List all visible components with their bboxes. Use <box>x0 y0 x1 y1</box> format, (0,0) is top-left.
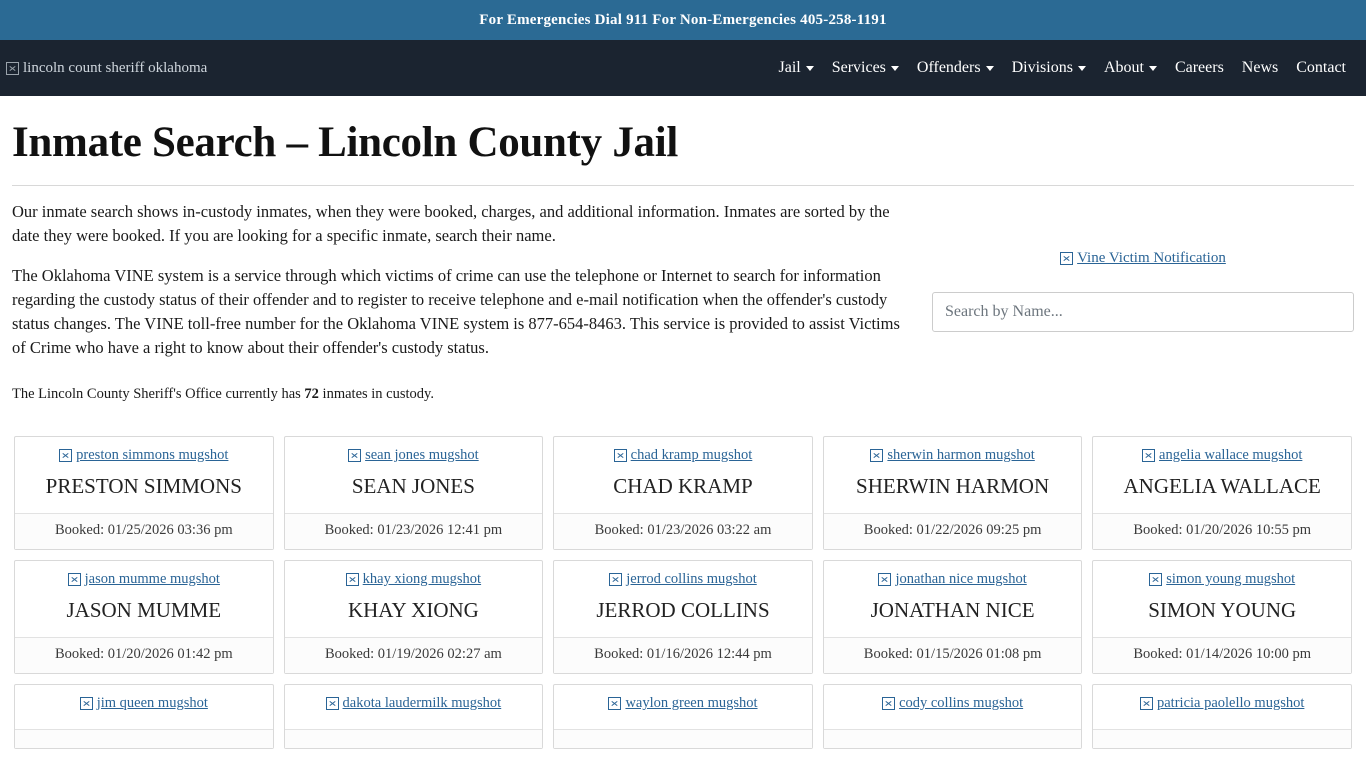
nav-item-label: Divisions <box>1011 59 1073 76</box>
intro-section <box>12 200 1354 422</box>
broken-image-icon <box>348 447 479 464</box>
inmate-card[interactable] <box>284 560 544 674</box>
site-logo[interactable] <box>0 44 230 92</box>
inmate-mugshot-alt-text: cody collins mugshot <box>899 695 1024 711</box>
inmate-card[interactable] <box>1092 684 1352 749</box>
nav-item-label: Jail <box>778 59 801 76</box>
inmate-booked-date: Booked: 01/14/2026 10:00 pm <box>1093 637 1351 673</box>
broken-image-glyph <box>1060 252 1073 265</box>
inmate-mugshot-alt-text: jerrod collins mugshot <box>626 571 757 587</box>
inmate-booked-date <box>285 729 543 748</box>
page-title: Inmate Search – Lincoln County Jail <box>12 119 679 166</box>
site-logo-alt-text: lincoln count sheriff oklahoma <box>23 59 208 76</box>
inmate-mugshot[interactable] <box>291 447 537 467</box>
inmate-booked-date <box>15 729 273 748</box>
vine-victim-notification-link[interactable] <box>932 250 1354 270</box>
chevron-down-icon <box>891 66 899 71</box>
custody-count-prefix: The Lincoln County Sheriff's Office currently has <box>12 386 305 402</box>
broken-image-glyph <box>6 62 19 75</box>
custody-count-value: 72 <box>304 386 319 402</box>
broken-image-glyph <box>80 697 93 710</box>
inmate-mugshot[interactable] <box>21 447 267 467</box>
vine-image-alt-text: Vine Victim Notification <box>1077 250 1226 266</box>
broken-image-icon <box>1142 447 1302 464</box>
broken-image-icon <box>68 571 220 588</box>
nav-item-jail[interactable] <box>778 59 813 77</box>
inmate-mugshot[interactable] <box>830 447 1076 467</box>
chevron-down-icon <box>1078 66 1086 71</box>
inmate-mugshot[interactable] <box>1099 695 1345 715</box>
broken-image-glyph <box>1140 697 1153 710</box>
inmate-name: KHAY XIONG <box>347 598 479 622</box>
broken-image-glyph <box>608 697 621 710</box>
inmate-mugshot-alt-text: jim queen mugshot <box>96 695 208 711</box>
nav-item-label: Services <box>831 59 886 76</box>
inmate-card[interactable] <box>823 560 1083 674</box>
inmate-booked-date <box>554 729 812 748</box>
inmate-mugshot[interactable] <box>21 695 267 715</box>
custody-count-line <box>12 382 912 406</box>
inmate-mugshot[interactable] <box>560 695 806 715</box>
broken-image-icon <box>59 447 228 464</box>
broken-image-icon <box>6 60 207 77</box>
inmate-name: JONATHAN NICE <box>870 598 1035 622</box>
inmate-mugshot-alt-text: jonathan nice mugshot <box>895 571 1027 587</box>
intro-paragraph-1: Our inmate search shows in-custody inmates, when they were booked, charges, and additional information. Inmates are sorted by the date they were booked. If you are looking for a specific inmate, search their name. <box>12 202 890 245</box>
inmate-card[interactable] <box>14 560 274 674</box>
inmate-card[interactable] <box>14 436 274 550</box>
inmate-mugshot-alt-text: angelia wallace mugshot <box>1159 447 1303 463</box>
broken-image-icon <box>609 571 757 588</box>
broken-image-glyph <box>1142 449 1155 462</box>
chevron-down-icon <box>806 66 814 71</box>
inmate-results-grid <box>12 436 1354 749</box>
inmate-name: JASON MUMME <box>66 598 222 622</box>
inmate-mugshot[interactable] <box>291 695 537 715</box>
broken-image-glyph <box>878 573 891 586</box>
broken-image-glyph <box>1149 573 1162 586</box>
inmate-mugshot[interactable] <box>1099 571 1345 591</box>
inmate-booked-date: Booked: 01/19/2026 02:27 am <box>285 637 543 673</box>
nav-item-label: Careers <box>1174 59 1224 76</box>
nav-item-about[interactable] <box>1104 59 1157 77</box>
inmate-name: SHERWIN HARMON <box>856 474 1050 498</box>
search-column <box>932 200 1354 422</box>
inmate-mugshot[interactable] <box>21 571 267 591</box>
nav-item-careers[interactable] <box>1175 59 1224 77</box>
broken-image-icon <box>1149 571 1295 588</box>
inmate-card[interactable] <box>14 684 274 749</box>
inmate-mugshot[interactable] <box>1099 447 1345 467</box>
broken-image-glyph <box>870 449 883 462</box>
inmate-card[interactable] <box>823 436 1083 550</box>
broken-image-icon <box>346 571 481 588</box>
emergency-notice-bar <box>0 0 1366 40</box>
broken-image-glyph <box>609 573 622 586</box>
broken-image-glyph <box>882 697 895 710</box>
inmate-mugshot[interactable] <box>560 571 806 591</box>
intro-text-column <box>12 200 912 422</box>
inmate-booked-date: Booked: 01/20/2026 01:42 pm <box>15 637 273 673</box>
broken-image-glyph <box>326 697 339 710</box>
nav-links <box>778 59 1346 77</box>
nav-item-services[interactable] <box>832 59 899 77</box>
inmate-booked-date: Booked: 01/25/2026 03:36 pm <box>15 513 273 549</box>
inmate-mugshot-alt-text: sherwin harmon mugshot <box>887 447 1035 463</box>
inmate-mugshot-alt-text: waylon green mugshot <box>625 695 758 711</box>
inmate-booked-date: Booked: 01/23/2026 03:22 am <box>554 513 812 549</box>
broken-image-glyph <box>614 449 627 462</box>
inmate-mugshot[interactable] <box>291 571 537 591</box>
nav-item-label: Contact <box>1296 59 1346 76</box>
custody-count-suffix: inmates in custody. <box>318 386 434 402</box>
inmate-booked-date: Booked: 01/16/2026 12:44 pm <box>554 637 812 673</box>
nav-item-label: News <box>1241 59 1279 76</box>
nav-item-label: Offenders <box>916 59 981 76</box>
nav-item-divisions[interactable] <box>1012 59 1086 77</box>
broken-image-glyph <box>346 573 359 586</box>
inmate-mugshot-alt-text: patricia paolello mugshot <box>1157 695 1305 711</box>
inmate-booked-date: Booked: 01/20/2026 10:55 pm <box>1093 513 1351 549</box>
broken-image-icon <box>882 695 1023 712</box>
title-divider <box>12 185 1354 186</box>
broken-image-glyph <box>348 449 361 462</box>
inmate-name: ANGELIA WALLACE <box>1123 474 1321 498</box>
inmate-mugshot-alt-text: dakota laudermilk mugshot <box>342 695 502 711</box>
inmate-booked-date <box>824 729 1082 748</box>
broken-image-glyph <box>59 449 72 462</box>
inmate-card[interactable] <box>553 684 813 749</box>
inmate-mugshot-alt-text: simon young mugshot <box>1166 571 1296 587</box>
inmate-mugshot[interactable] <box>560 447 806 467</box>
chevron-down-icon <box>1149 66 1157 71</box>
inmate-booked-date: Booked: 01/22/2026 09:25 pm <box>824 513 1082 549</box>
broken-image-icon <box>878 571 1026 588</box>
inmate-mugshot-alt-text: chad kramp mugshot <box>630 447 753 463</box>
inmate-card[interactable] <box>1092 436 1352 550</box>
inmate-card[interactable] <box>284 684 544 749</box>
inmate-mugshot-alt-text: khay xiong mugshot <box>362 571 482 587</box>
broken-image-glyph <box>68 573 81 586</box>
main-navigation-bar <box>0 40 1366 96</box>
broken-image-icon <box>608 695 757 712</box>
nav-item-news[interactable] <box>1242 59 1278 77</box>
inmate-name: SIMON YOUNG <box>1148 598 1297 622</box>
inmate-name: CHAD KRAMP <box>613 474 753 498</box>
nav-item-label: About <box>1103 59 1144 76</box>
chevron-down-icon <box>986 66 994 71</box>
inmate-name: SEAN JONES <box>351 474 475 498</box>
inmate-card[interactable] <box>553 560 813 674</box>
inmate-mugshot-alt-text: jason mumme mugshot <box>84 571 220 587</box>
broken-image-icon <box>1140 695 1304 712</box>
broken-image-icon <box>326 695 502 712</box>
page-content <box>0 118 1366 749</box>
broken-image-icon <box>80 695 208 712</box>
inmate-booked-date: Booked: 01/23/2026 12:41 pm <box>285 513 543 549</box>
broken-image-icon <box>614 447 753 464</box>
emergency-notice-text: For Emergencies Dial 911 For Non-Emergencies 405-258-1191 <box>479 12 887 28</box>
inmate-mugshot-alt-text: preston simmons mugshot <box>76 447 229 463</box>
inmate-card[interactable] <box>823 684 1083 749</box>
nav-item-contact[interactable] <box>1296 59 1346 77</box>
inmate-mugshot[interactable] <box>830 695 1076 715</box>
inmate-mugshot[interactable] <box>830 571 1076 591</box>
inmate-name: JERROD COLLINS <box>596 598 770 622</box>
intro-paragraph-2: The Oklahoma VINE system is a service through which victims of crime can use the telephone or Internet to search for information regarding the custody status of their offender and to register to receive telephone and e-mail notification when the offender's custody status changes. The VINE toll-free number for the Oklahoma VINE system is 877-654-8463. This service is provided to assist Victims of Crime who have a right to know about their offender's custody status. <box>12 266 900 357</box>
broken-image-icon <box>870 447 1034 464</box>
inmate-name: PRESTON SIMMONS <box>45 474 242 498</box>
inmate-booked-date <box>1093 729 1351 748</box>
inmate-card[interactable] <box>553 436 813 550</box>
search-input[interactable] <box>932 292 1354 332</box>
inmate-card[interactable] <box>284 436 544 550</box>
inmate-booked-date: Booked: 01/15/2026 01:08 pm <box>824 637 1082 673</box>
broken-image-icon <box>1060 250 1226 267</box>
inmate-mugshot-alt-text: sean jones mugshot <box>365 447 479 463</box>
inmate-card[interactable] <box>1092 560 1352 674</box>
nav-item-offenders[interactable] <box>917 59 994 77</box>
